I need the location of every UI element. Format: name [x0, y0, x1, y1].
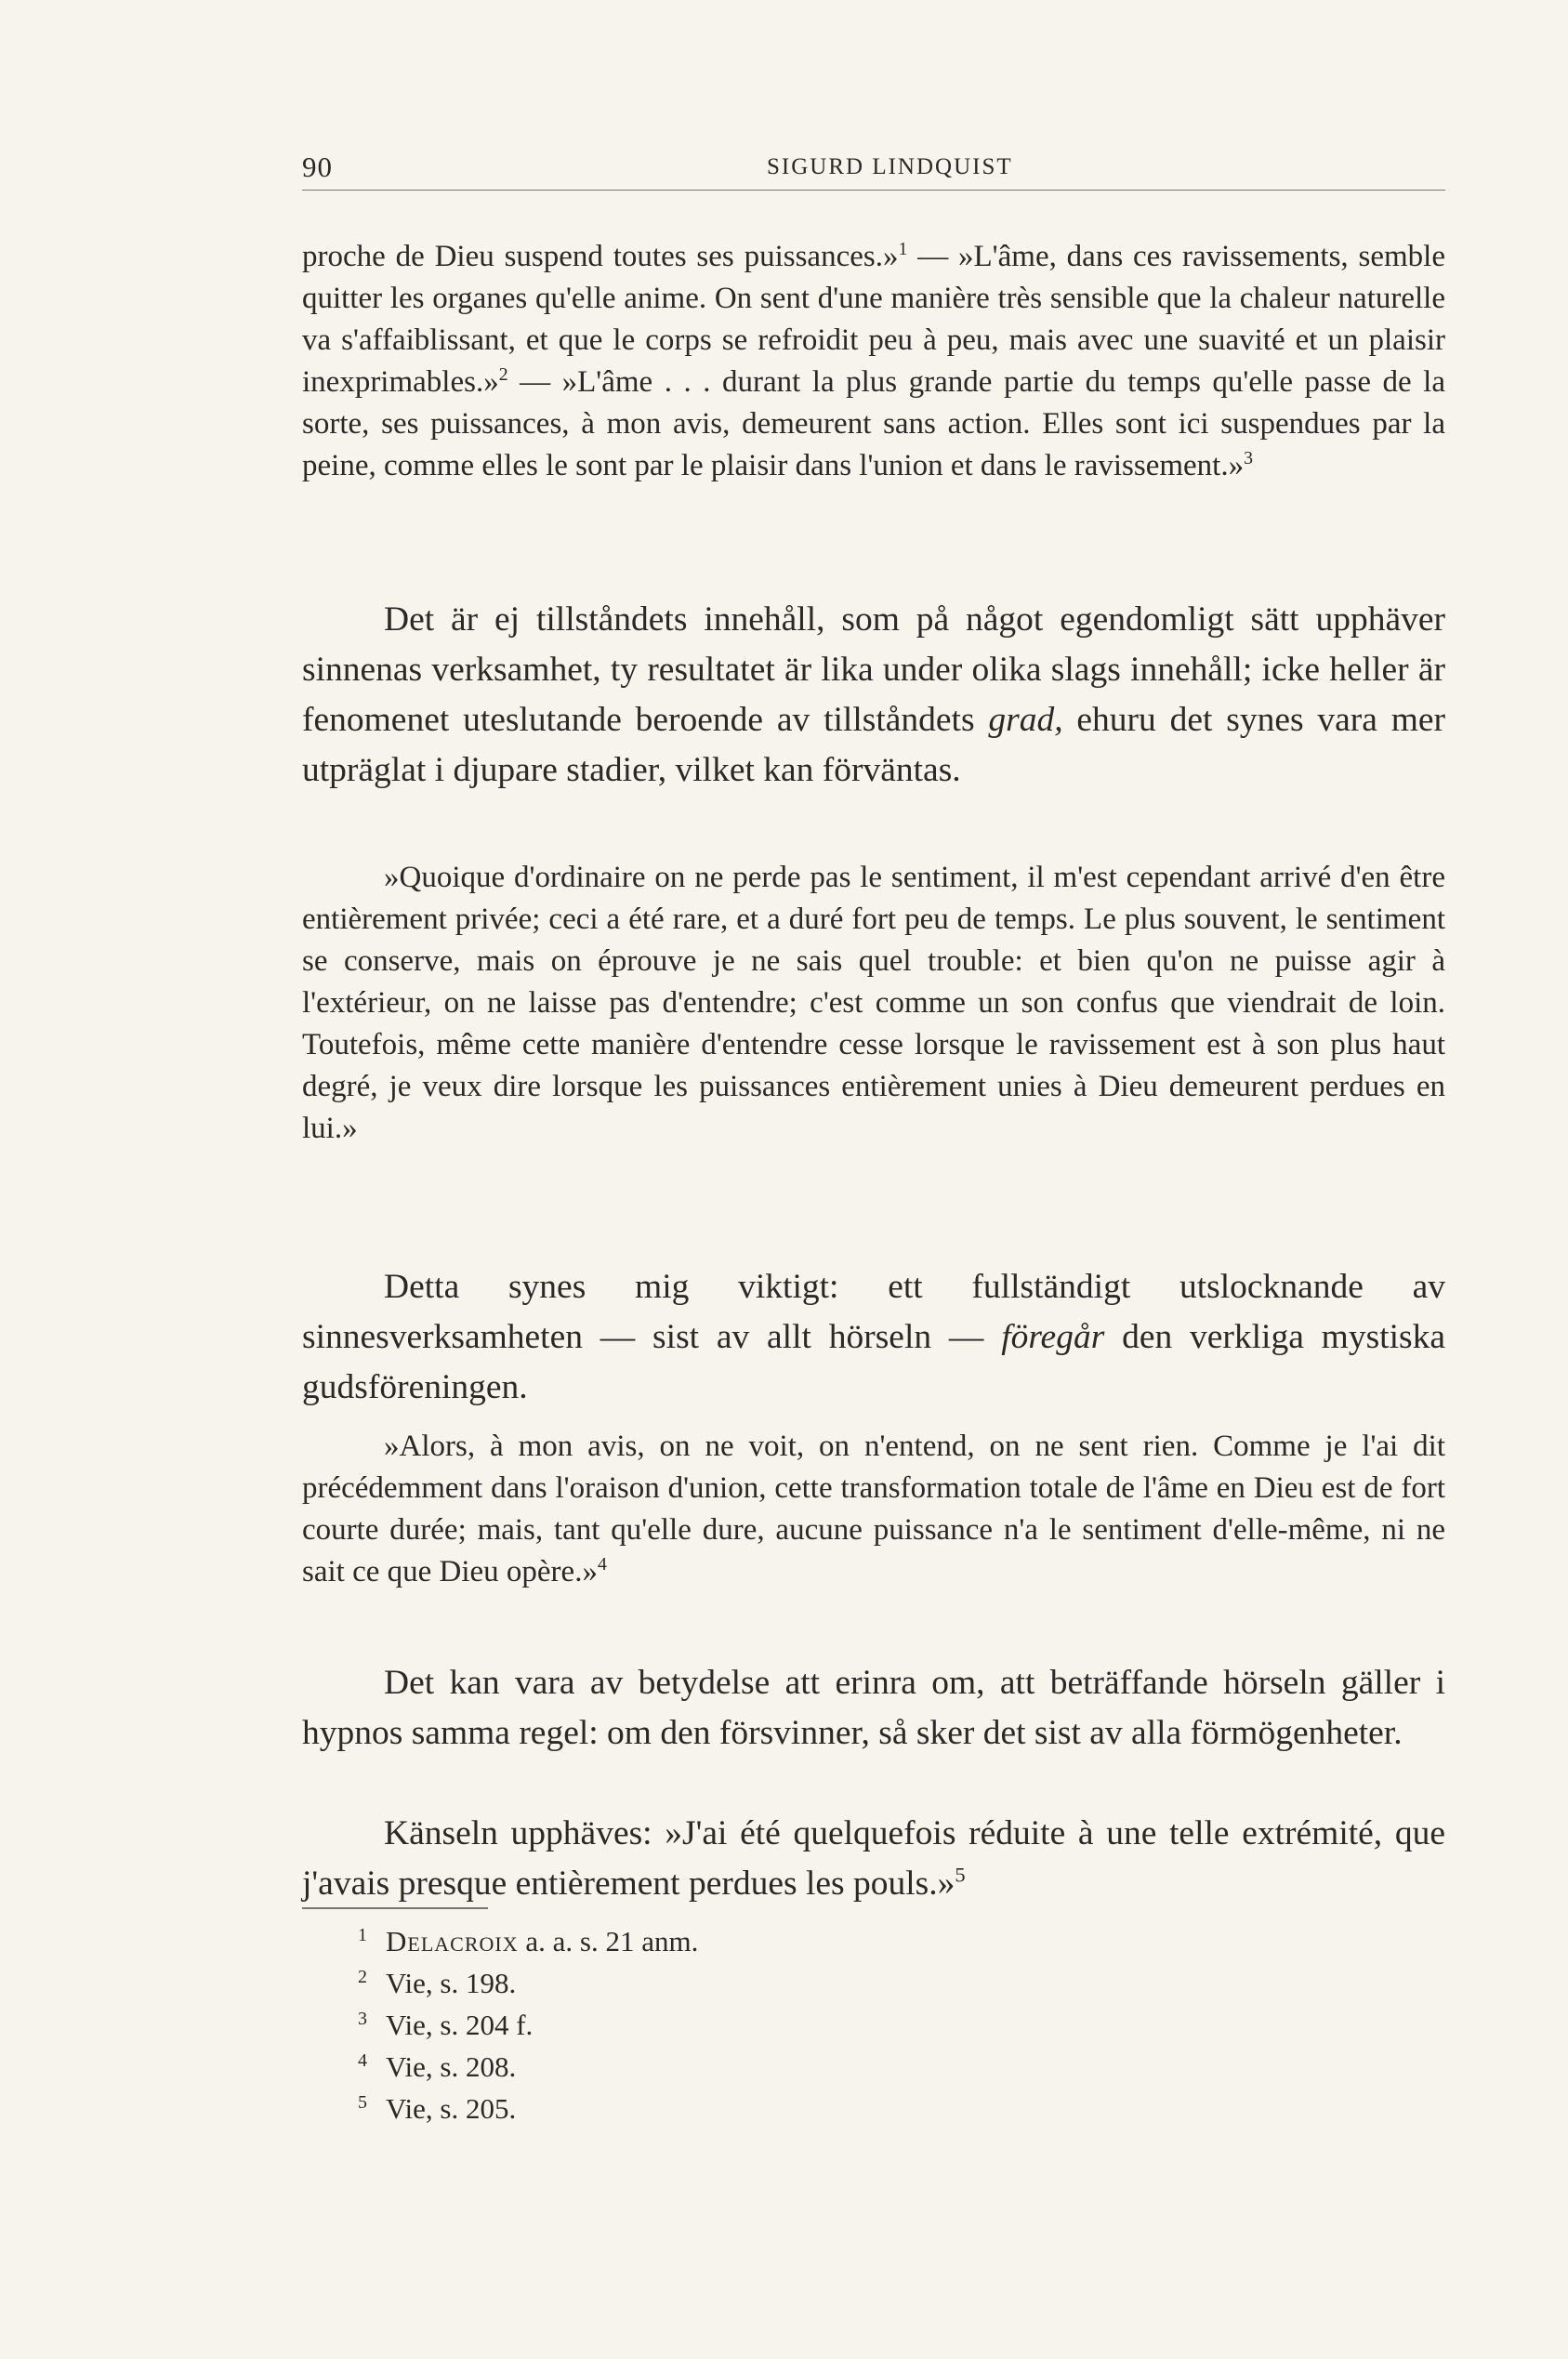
para1-emphasis: grad, — [988, 701, 1063, 739]
para2-text-b: den verkliga mystiska gudsföreningen. — [302, 1318, 1445, 1406]
footnote-text: a. a. s. 21 anm. — [518, 1925, 699, 1957]
footnote-ref-4: 4 — [597, 1554, 607, 1575]
quote1-text-c: — »L'âme . . . durant la plus grande partie du temps qu'elle passe de la sorte, ses puissances, à mon avis, demeurent sans action. Elles sont ici suspendues par la peine, comme elles le sont par le plaisir dans l'union et dans le ravissement.» — [302, 365, 1445, 482]
para4-text: Känseln upphäves: »J'ai été quelquefois réduite à une telle extrémité, que j'avais presque entièrement perdues les pouls.» — [302, 1814, 1445, 1903]
quote1-text-b: — »L'âme, dans ces ravissements, semble quitter les organes qu'elle anime. On sent d'une manière très sensible que la chaleur naturelle va s'affaiblissant, et que le corps se refroidit peu à peu, mais avec une suavité et un plaisir inexprimables.» — [302, 240, 1445, 399]
footnote-text: Vie, s. 208. — [386, 2050, 517, 2083]
footnote-1 — [358, 1920, 1445, 1962]
footnote-rule — [302, 1907, 488, 1909]
quote-paragraph-2: »Quoique d'ordinaire on ne perde pas le sentiment, il m'est cependant arrivé d'en être entièrement privée; ceci a été rare, et a duré fort peu de temps. Le plus souvent, le sentiment se conserve, mais on éprouve je ne sais quel trouble: et bien qu'on ne puisse agir à l'extérieur, on ne laisse pas d'entendre; c'est comme un son confus que viendrait de loin. Toutefois, même cette manière d'entendre cesse lorsque le ravissement est à son plus haut degré, je veux dire lorsque les puissances entièrement unies à Dieu demeurent perdues en lui.» — [302, 861, 1445, 1145]
running-head: SIGURD LINDQUIST — [767, 154, 1013, 179]
quote-paragraph-3 — [302, 1426, 1445, 1593]
footnote-author: Delacroix — [386, 1925, 519, 1957]
body-paragraph-3: Det kan vara av betydelse att erinra om, att beträffande hörseln gäller i hypnos samma regel: om den försvinner, så sker det sist av alla förmögenheter. — [302, 1664, 1445, 1752]
para1-text-a: Det är ej tillståndets innehåll, som på något egendomligt sätt upphäver sinnenas verksamhet, ty resultatet är lika under olika slags innehåll; icke heller är fenomenet uteslutande beroende av tillståndets — [302, 600, 1445, 739]
para2-text-a: Detta synes mig viktigt: ett fullständigt utslocknande av sinnesverksamheten — sist av allt hörseln — — [302, 1268, 1445, 1356]
page-number: 90 — [302, 151, 333, 183]
footnote-2 — [358, 1962, 1445, 2004]
footnote-text: Vie, s. 198. — [386, 1967, 517, 1999]
footnote-number: 4 — [358, 2050, 367, 2071]
body-paragraph-2 — [302, 1262, 1445, 1413]
footnote-number: 2 — [358, 1967, 367, 1987]
footnote-ref-3: 3 — [1244, 448, 1253, 468]
footnote-text: Vie, s. 205. — [386, 2092, 517, 2125]
book-page — [302, 0, 1445, 2359]
quote1-text-a: proche de Dieu suspend toutes ses puissances.» — [302, 240, 899, 273]
footnote-ref-5: 5 — [955, 1863, 966, 1887]
footnote-4 — [358, 2046, 1445, 2088]
body-paragraph-1 — [302, 595, 1445, 796]
footnote-ref-2: 2 — [498, 364, 508, 385]
footnote-number: 1 — [358, 1925, 367, 1945]
quote-paragraph-1 — [302, 236, 1445, 487]
footnote-number: 3 — [358, 2009, 367, 2029]
quote3-text: »Alors, à mon avis, on ne voit, on n'entend, on ne sent rien. Comme je l'ai dit précédemment dans l'oraison d'union, cette transformation totale de l'âme en Dieu est de fort courte durée; mais, tant qu'elle dure, aucune puissance n'a le sentiment d'elle-même, ni ne sait ce que Dieu opère.» — [302, 1430, 1445, 1588]
para1-text-b: ehuru det synes vara mer utpräglat i djupare stadier, vilket kan förväntas. — [302, 701, 1446, 789]
footnote-3 — [358, 2004, 1445, 2046]
footnote-number: 5 — [358, 2092, 367, 2113]
footnote-ref-1: 1 — [898, 239, 908, 259]
footnote-5 — [358, 2088, 1445, 2129]
para2-emphasis: föregår — [1001, 1318, 1105, 1356]
footnote-text: Vie, s. 204 f. — [386, 2009, 534, 2041]
body-paragraph-4 — [302, 1809, 1445, 1909]
page-header — [302, 149, 1445, 191]
